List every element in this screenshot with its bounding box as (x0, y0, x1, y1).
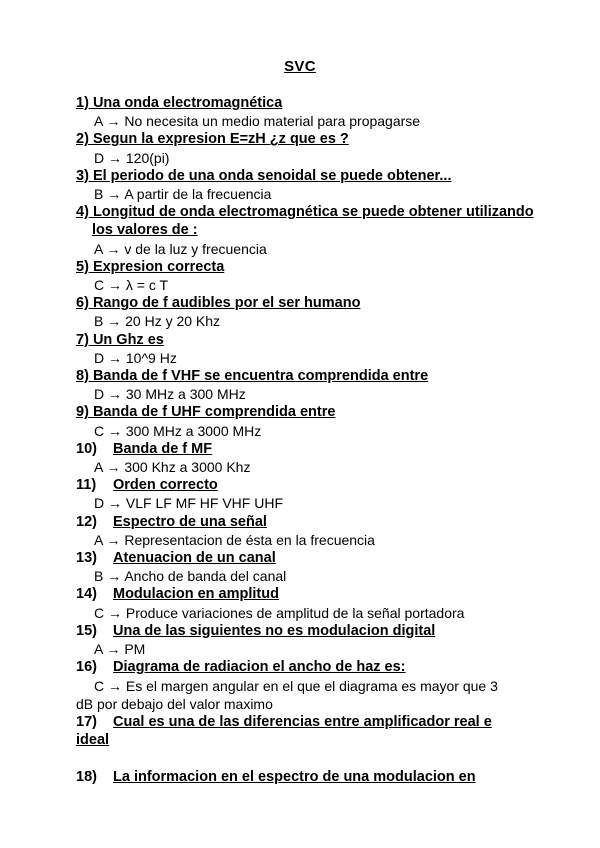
question-6 (76, 294, 546, 312)
question-number: 8) (76, 368, 89, 385)
question-4 (76, 203, 546, 239)
question-text: Banda de f MF (113, 440, 213, 457)
answer-13: B → Ancho de banda del canal (94, 568, 287, 585)
answer-line: C → Es el margen angular en el que el diagrama es mayor que 3 (94, 677, 498, 694)
answer-7: D → 10^9 Hz (94, 349, 177, 366)
question-17 (76, 713, 546, 731)
question-number: 2) (76, 131, 89, 148)
question-13 (76, 549, 546, 567)
question-8 (76, 367, 546, 385)
answer-16 (76, 677, 546, 713)
question-number: 14) (76, 586, 97, 603)
question-1 (76, 94, 546, 112)
question-text: La informacion en el espectro de una modulacion en (113, 768, 476, 785)
answer-6: B → 20 Hz y 20 Khz (94, 313, 221, 330)
answer-3: B → A partir de la frecuencia (94, 186, 272, 203)
question-text: Banda de f UHF comprendida entre (92, 404, 336, 421)
blank-line (76, 749, 546, 767)
answer-5: C → λ = c T (94, 277, 169, 294)
question-number: 7) (76, 331, 89, 348)
question-text: Segun la expresion E=zH ¿z que es ? (92, 131, 349, 148)
question-number: 3) (76, 167, 89, 184)
question-text: Cual es una de las diferencias entre amplificador real e (113, 713, 492, 730)
question-16 (76, 658, 546, 676)
question-17-continuation: ideal (76, 732, 110, 749)
question-number: 4) (76, 204, 89, 221)
question-number: 1) (76, 95, 89, 111)
question-11 (76, 476, 546, 494)
question-7 (76, 331, 546, 349)
question-number: 18) (76, 768, 97, 785)
question-15 (76, 622, 546, 640)
answer-12: A → Representacion de ésta en la frecuencia (94, 531, 375, 548)
question-number: 17) (76, 713, 97, 730)
question-10 (76, 440, 546, 458)
question-18 (76, 768, 546, 786)
answer-14: C → Produce variaciones de amplitud de la señal portadora (94, 604, 465, 621)
question-number: 10) (76, 440, 97, 457)
question-text: Una de las siguientes no es modulacion digital (113, 622, 436, 639)
answer-15: A → PM (94, 641, 146, 658)
answer-9: C → 300 MHz a 3000 MHz (94, 422, 262, 439)
question-text: Una onda electromagnética (92, 95, 283, 111)
answer-10: A → 300 Khz a 3000 Khz (94, 459, 251, 476)
question-14 (76, 585, 546, 603)
question-number: 12) (76, 513, 97, 530)
question-2 (76, 130, 546, 148)
answer-line: dB por debajo del valor maximo (76, 695, 273, 712)
question-3 (76, 167, 546, 185)
question-text: El periodo de una onda senoidal se puede obtener... (92, 167, 452, 184)
question-text: Expresion correcta (92, 258, 225, 275)
question-number: 9) (76, 404, 89, 421)
question-text: Un Ghz es (92, 331, 164, 348)
question-number: 11) (76, 477, 97, 494)
question-text: Banda de f VHF se encuentra comprendida entre (92, 368, 429, 385)
answer-8: D → 30 MHz a 300 MHz (94, 386, 246, 403)
question-text: Orden correcto (113, 477, 218, 494)
question-text: Espectro de una señal (113, 513, 267, 530)
question-number: 15) (76, 622, 97, 639)
question-list (76, 94, 546, 786)
question-number: 6) (76, 295, 89, 312)
question-number: 16) (76, 659, 97, 676)
question-number: 5) (76, 258, 89, 275)
question-text: Atenuacion de un canal (113, 550, 276, 567)
answer-11: D → VLF LF MF HF VHF UHF (94, 495, 283, 512)
question-number: 13) (76, 550, 97, 567)
question-text: Modulacion en amplitud (113, 586, 279, 603)
question-text: Diagrama de radiacion el ancho de haz es: (113, 659, 406, 676)
answer-4: A → v de la luz y frecuencia (94, 240, 267, 257)
question-text: Longitud de onda electromagnética se puede obtener utilizando los valores de : (92, 204, 534, 239)
answer-2: D → 120(pi) (94, 149, 170, 166)
question-text: Rango de f audibles por el ser humano (92, 295, 361, 312)
document-title: SVC (284, 58, 316, 75)
answer-1: A → No necesita un medio material para propagarse (94, 113, 421, 130)
question-12 (76, 513, 546, 531)
question-9 (76, 403, 546, 421)
question-5 (76, 258, 546, 276)
